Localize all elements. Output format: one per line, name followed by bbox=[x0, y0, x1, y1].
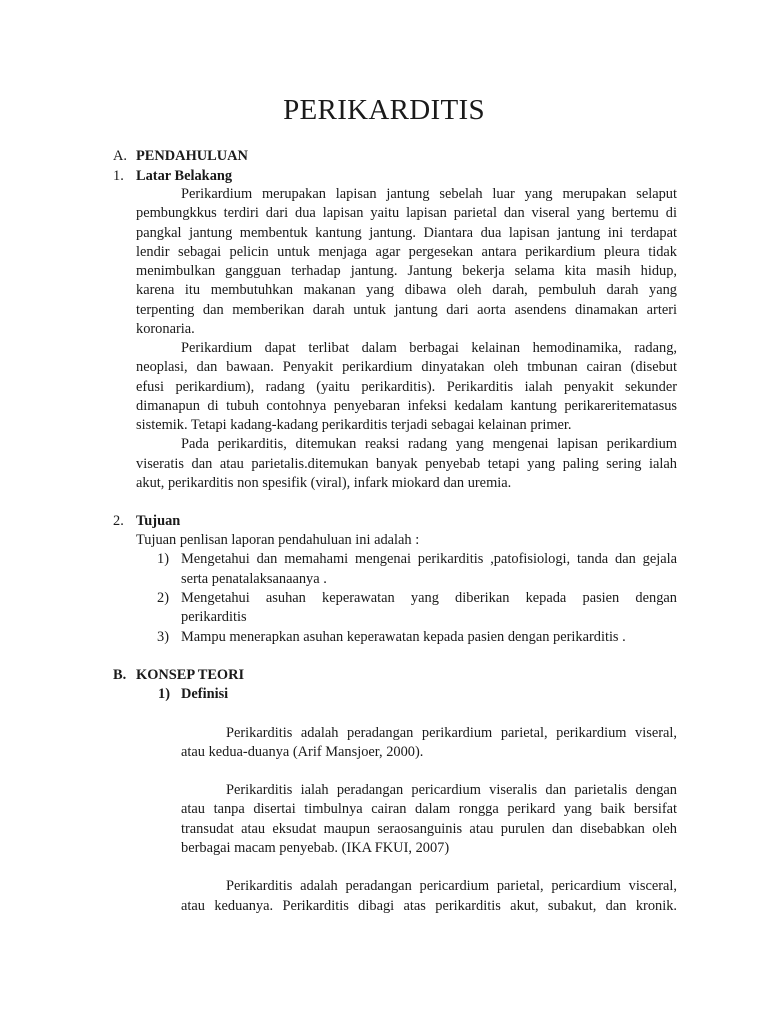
section-a-heading: PENDAHULUAN bbox=[136, 148, 248, 164]
paragraph-line: Perikarditis ialah peradangan pericardium viseralis dan parietalis dengan bbox=[226, 782, 677, 798]
paragraph-line: akut, perikarditis non spesifik (viral), infark miokard dan uremia. bbox=[136, 475, 512, 491]
paragraph-line: neoplasi, dan bawaan. Penyakit perikardium dinyatakan oleh tmbunan cairan (disebut bbox=[136, 359, 677, 375]
paragraph-line: transudat atau eksudat maupun seraosanguinis atau purulen dan disebabkan oleh bbox=[181, 821, 677, 837]
paragraph-line: lendir sebagai pelicin untuk menjaga agar pergesekan antara perikardium pleura tidak bbox=[136, 244, 677, 260]
list-item-marker: 2) bbox=[157, 590, 169, 606]
paragraph-line: dimanapun di tubuh contohnya penyebaran infeksi kedalam kantung perikareritematasus bbox=[136, 398, 677, 414]
definisi-heading: Definisi bbox=[181, 686, 229, 702]
list-item-marker: 1) bbox=[157, 551, 169, 567]
subsection-2-heading: Tujuan bbox=[136, 513, 181, 529]
tujuan-intro: Tujuan penlisan laporan pendahuluan ini adalah : bbox=[136, 532, 420, 548]
paragraph-line: Perikardium merupakan lapisan jantung sebelah luar yang merupakan selaput bbox=[181, 186, 677, 202]
paragraph-line: pangkal jantung membentuk kantung jantung. Diantara dua lapisan jantung ini terdapat bbox=[136, 225, 677, 241]
subsection-1-heading: Latar Belakang bbox=[136, 168, 233, 184]
paragraph-line: karena itu membutuhkan makanan yang dibawa oleh darah, pembuluh darah yang bbox=[136, 282, 677, 298]
paragraph-line: Perikardium dapat terlibat dalam berbagai kelainan hemodinamika, radang, bbox=[181, 340, 677, 356]
paragraph-line: atau tanpa disertai timbulnya cairan dalam rongga perikard yang baik bersifat bbox=[181, 801, 677, 817]
paragraph-line: menimbulkan gangguan terhadap jantung. Jantung bekerja selama kita masih hidup, bbox=[136, 263, 677, 279]
paragraph-line: terpenting dan memberikan darah untuk jantung dari aorta asendens dinamakan arteri bbox=[136, 302, 677, 318]
section-b-marker: B. bbox=[113, 667, 127, 683]
paragraph-line: Pada perikarditis, ditemukan reaksi radang yang mengenai lapisan perikardium bbox=[181, 436, 677, 452]
paragraph-line: pembungkkus terdiri dari dua lapisan yaitu lapisan parietal dan viseral yang bertemu di bbox=[136, 205, 677, 221]
paragraph-line: berbagai macam penyebab. (IKA FKUI, 2007) bbox=[181, 840, 450, 856]
subsection-2-marker: 2. bbox=[113, 513, 124, 529]
document-title: PERIKARDITIS bbox=[283, 94, 485, 126]
paragraph-line: sistemik. Tetapi kadang-kadang perikarditis terjadi sebagai kelainan primer. bbox=[136, 417, 572, 433]
paragraph-line: efusi perikardium), radang (yaitu perikarditis). Perikarditis ialah penyakit sekunder bbox=[136, 379, 677, 395]
definisi-marker: 1) bbox=[158, 686, 170, 702]
paragraph-line: atau kedua-duanya (Arif Mansjoer, 2000). bbox=[181, 744, 424, 760]
section-b-heading: KONSEP TEORI bbox=[136, 667, 245, 683]
list-item-line: Mengetahui asuhan keperawatan yang diberikan kepada pasien dengan bbox=[181, 590, 677, 606]
paragraph-line: atau keduanya. Perikarditis dibagi atas perikarditis akut, subakut, dan kronik. bbox=[181, 898, 677, 914]
list-item-line: Mampu menerapkan asuhan keperawatan kepada pasien dengan perikarditis . bbox=[181, 629, 626, 645]
paragraph-line: viseratis dan atau parietalis.ditemukan banyak penyebab tetapi yang paling sering ialah bbox=[136, 456, 677, 472]
list-item-line: serta penatalaksanaanya . bbox=[181, 571, 327, 587]
section-a-marker: A. bbox=[113, 148, 127, 164]
list-item-line: perikarditis bbox=[181, 609, 247, 625]
subsection-1-marker: 1. bbox=[113, 168, 124, 184]
paragraph-line: Perikarditis adalah peradangan pericardium parietal, pericardium visceral, bbox=[226, 878, 677, 894]
list-item-line: Mengetahui dan memahami mengenai perikarditis ,patofisiologi, tanda dan gejala bbox=[181, 551, 677, 567]
paragraph-line: Perikarditis adalah peradangan perikardium parietal, perikardium viseral, bbox=[226, 725, 677, 741]
paragraph-line: koronaria. bbox=[136, 321, 195, 337]
list-item-marker: 3) bbox=[157, 629, 169, 645]
